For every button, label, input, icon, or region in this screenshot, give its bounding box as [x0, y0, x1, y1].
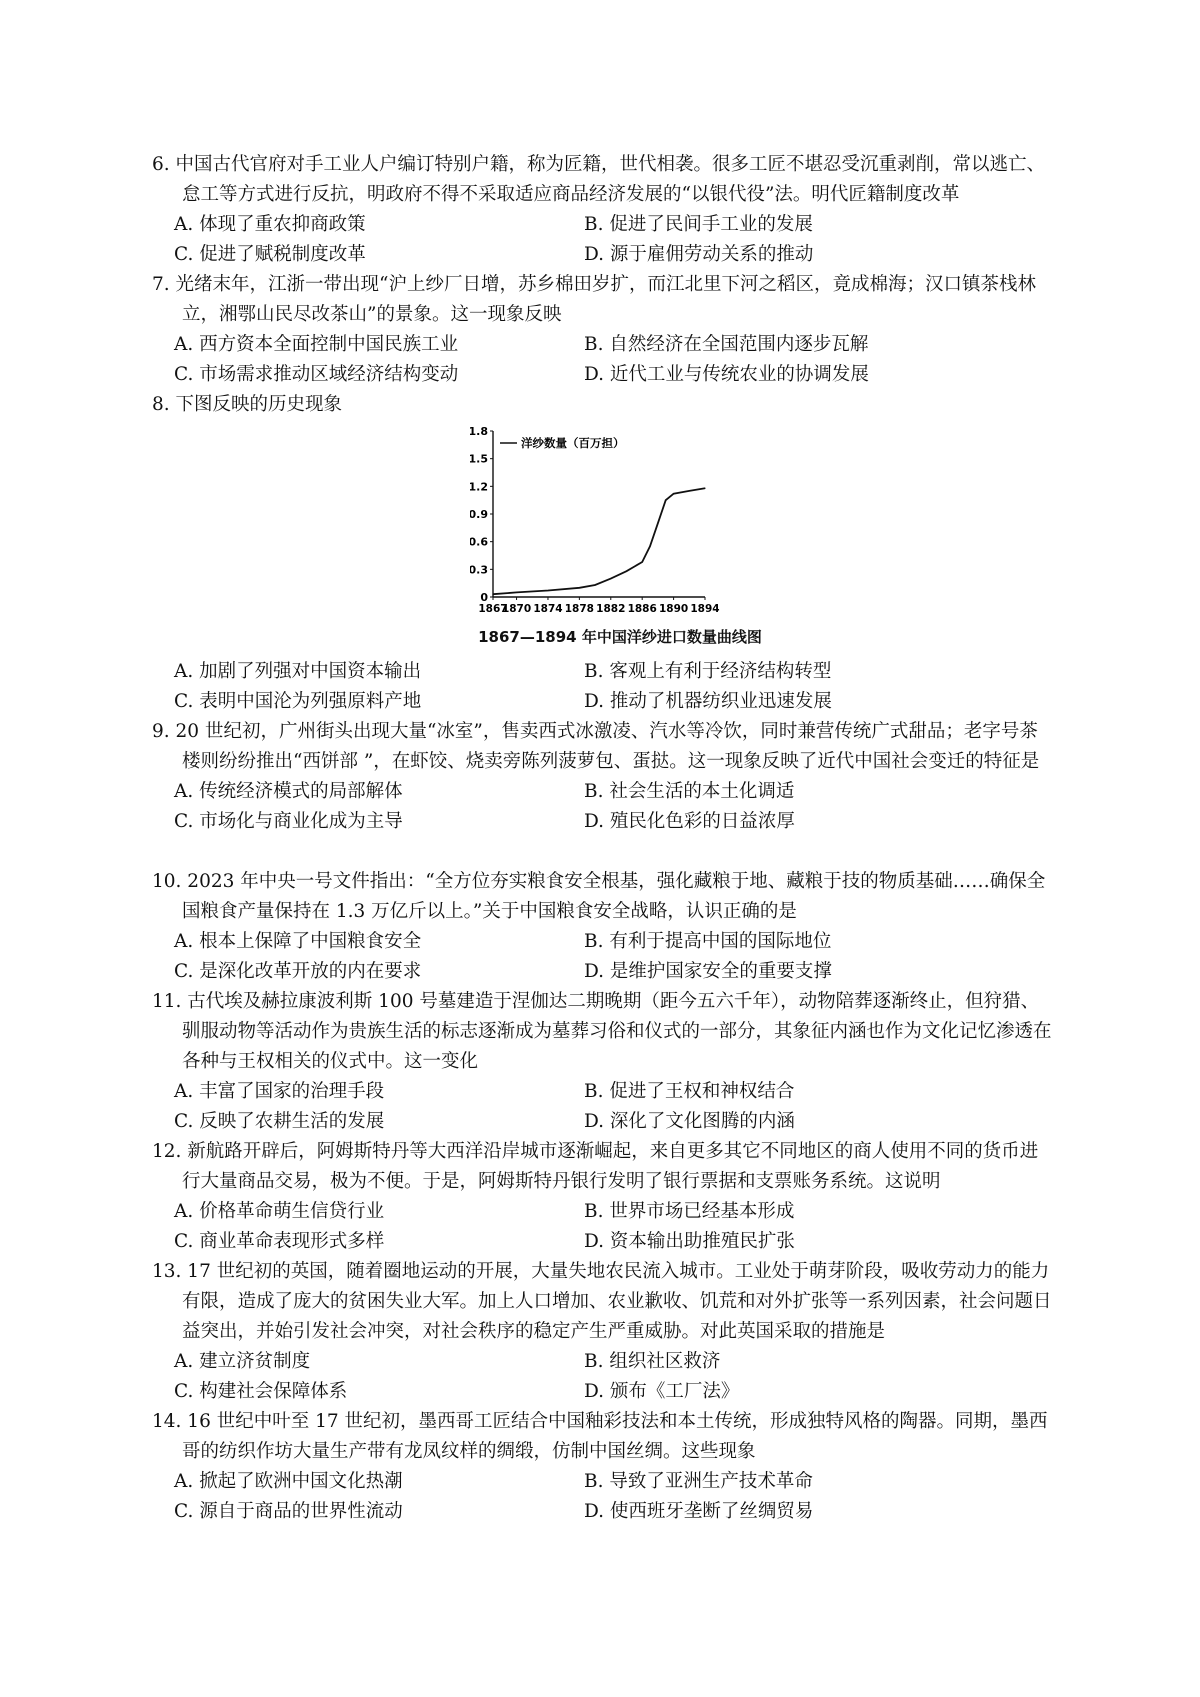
x-tick-label: 1878: [564, 603, 594, 615]
option-c: C. 市场化与商业化成为主导: [174, 811, 403, 832]
option-a: A. 根本上保障了中国粮食安全: [174, 931, 422, 952]
data-point: [704, 488, 705, 489]
data-point: [594, 584, 595, 585]
option-d: D. 使西班牙垄断了丝绸贸易: [584, 1501, 814, 1522]
option-b: B. 客观上有利于经济结构转型: [584, 661, 832, 682]
option-c: C. 构建社会保障体系: [174, 1381, 348, 1402]
question-10: [152, 867, 1052, 987]
data-point: [547, 590, 548, 591]
y-tick-label: 1.5: [470, 452, 488, 466]
option-d: D. 资本输出助推殖民扩张: [584, 1231, 795, 1252]
option-b: B. 组织社区救济: [584, 1351, 721, 1372]
data-point: [665, 500, 666, 501]
question-14: [152, 1407, 1052, 1527]
question-11: [152, 987, 1052, 1137]
option-d: D. 颁布《工厂法》: [584, 1381, 740, 1402]
option-a: A. 建立济贫制度: [174, 1351, 311, 1372]
question-stem: 14. 16 世纪中叶至 17 世纪初，墨西哥工匠结合中国釉彩技法和本土传统，形成独特风格的陶器。同期，墨西哥的纺织作坊大量生产带有龙凤纹样的绸缎，仿制中国丝绸。这些现象: [152, 1411, 1048, 1462]
options: [152, 1347, 1052, 1407]
option-a: A. 体现了重农抑商政策: [174, 214, 366, 235]
options: [152, 1077, 1052, 1137]
data-point: [610, 578, 611, 579]
y-tick-label: 1.8: [470, 425, 488, 438]
x-tick-label: 1874: [533, 603, 563, 615]
legend-label: 洋纱数量（百万担）: [521, 436, 625, 450]
y-tick-label: 1.2: [470, 480, 488, 494]
question-stem: 9. 20 世纪初，广州街头出现大量“冰室”，售卖西式冰激凌、汽水等冷饮，同时兼营传统广式甜品；老字号茶楼则纷纷推出“西饼部 ”，在虾饺、烧卖旁陈列菠萝包、蛋挞。这一现象反映了近代中国社会变迁的特征是: [152, 721, 1040, 772]
option-c: C. 表明中国沦为列强原料产地: [174, 691, 422, 712]
question-12: [152, 1137, 1052, 1257]
x-tick-label: 1867: [478, 603, 508, 615]
option-c: C. 商业革命表现形式多样: [174, 1231, 385, 1252]
chart-title: 1867—1894 年中国洋纱进口数量曲线图: [478, 628, 762, 646]
data-point: [657, 523, 658, 524]
question-7: [152, 270, 1052, 390]
question-8: [152, 390, 1052, 420]
line-chart: [470, 425, 730, 625]
options: [152, 210, 1052, 270]
option-d: D. 殖民化色彩的日益浓厚: [584, 811, 795, 832]
option-a: A. 掀起了欧洲中国文化热潮: [174, 1471, 403, 1492]
option-a: A. 价格革命萌生信贷行业: [174, 1201, 385, 1222]
options: [152, 777, 1052, 837]
data-point: [642, 561, 643, 562]
option-d: D. 推动了机器纺织业迅速发展: [584, 691, 832, 712]
series-line: [493, 488, 705, 594]
options: [152, 330, 1052, 390]
question-stem: 6. 中国古代官府对手工业人户编订特别户籍，称为匠籍，世代相袭。很多工匠不堪忍受沉重剥削，常以逃亡、怠工等方式进行反抗，明政府不得不采取适应商品经济发展的“以银代役”法。明代匠籍制度改革: [152, 154, 1046, 205]
question-stem: 12. 新航路开辟后，阿姆斯特丹等大西洋沿岸城市逐渐崛起，来自更多其它不同地区的商人使用不同的货币进行大量商品交易，极为不便。于是，阿姆斯特丹银行发明了银行票据和支票账务系统。这说明: [152, 1141, 1039, 1192]
option-b: B. 世界市场已经基本形成: [584, 1201, 795, 1222]
data-point: [626, 571, 627, 572]
yarn-import-chart: [470, 425, 730, 660]
option-b: B. 导致了亚洲生产技术革命: [584, 1471, 813, 1492]
question-6: [152, 150, 1052, 270]
option-d: D. 是维护国家安全的重要支撑: [584, 961, 832, 982]
x-tick-label: 1894: [690, 603, 720, 615]
question-stem: 8. 下图反映的历史现象: [152, 394, 343, 415]
x-tick-label: 1870: [501, 603, 532, 615]
option-d: D. 近代工业与传统农业的协调发展: [584, 364, 869, 385]
question-8-options: [152, 657, 1052, 717]
x-tick-label: 1886: [627, 603, 657, 615]
option-b: B. 社会生活的本土化调适: [584, 781, 795, 802]
question-13: [152, 1257, 1052, 1407]
options: [152, 657, 1052, 717]
question-stem: 7. 光绪末年，江浙一带出现“沪上纱厂日增，苏乡棉田岁扩，而江北里下河之稻区，竟成棉海；汉口镇茶栈林立，湘鄂山民尽改茶山”的景象。这一现象反映: [152, 274, 1036, 325]
question-stem: 13. 17 世纪初的英国，随着圈地运动的开展，大量失地农民流入城市。工业处于萌芽阶段，吸收劳动力的能力有限，造成了庞大的贫困失业大军。加上人口增加、农业歉收、饥荒和对外扩张等一系列因素，社会问题日益突出，并始引发社会冲突，对社会秩序的稳定产生严重威胁。对此英国采取的措施是: [152, 1261, 1052, 1342]
option-c: C. 市场需求推动区域经济结构变动: [174, 364, 459, 385]
options: [152, 1467, 1052, 1527]
y-tick-label: 0: [480, 591, 488, 604]
option-d: D. 深化了文化图腾的内涵: [584, 1111, 795, 1132]
y-tick-label: 0.9: [470, 508, 488, 521]
option-c: C. 是深化改革开放的内在要求: [174, 961, 422, 982]
data-point: [579, 587, 580, 588]
option-b: B. 自然经济在全国范围内逐步瓦解: [584, 334, 869, 355]
option-d: D. 源于雇佣劳动关系的推动: [584, 244, 814, 265]
option-c: C. 源自于商品的世界性流动: [174, 1501, 403, 1522]
option-c: C. 促进了赋税制度改革: [174, 244, 366, 265]
option-a: A. 传统经济模式的局部解体: [174, 781, 403, 802]
option-b: B. 促进了王权和神权结合: [584, 1081, 795, 1102]
y-tick-label: 0.6: [470, 535, 488, 549]
question-stem: 10. 2023 年中央一号文件指出：“全方位夯实粮食安全根基，强化藏粮于地、藏粮于技的物质基础……确保全国粮食产量保持在 1.3 万亿斤以上。”关于中国粮食安全战略，认识正确的是: [152, 871, 1046, 922]
option-a: A. 加剧了列强对中国资本输出: [174, 661, 422, 682]
data-point: [689, 490, 690, 491]
data-point: [649, 546, 650, 547]
option-b: B. 促进了民间手工业的发展: [584, 214, 813, 235]
question-9: [152, 717, 1052, 837]
option-c: C. 反映了农耕生活的发展: [174, 1111, 385, 1132]
data-point: [516, 592, 517, 593]
data-point: [673, 493, 674, 494]
x-tick-label: 1890: [658, 603, 689, 615]
option-a: A. 西方资本全面控制中国民族工业: [174, 334, 459, 355]
data-point: [492, 594, 493, 595]
options: [152, 1197, 1052, 1257]
option-b: B. 有利于提高中国的国际地位: [584, 931, 832, 952]
x-tick-label: 1882: [596, 603, 626, 615]
option-a: A. 丰富了国家的治理手段: [174, 1081, 385, 1102]
question-stem: 11. 古代埃及赫拉康波利斯 100 号墓建造于涅伽达二期晚期（距今五六千年），动物陪葬逐渐终止，但狩猎、驯服动物等活动作为贵族生活的标志逐渐成为墓葬习俗和仪式的一部分，其象征内涵也作为文化记忆渗透在各种与王权相关的仪式中。这一变化: [152, 991, 1052, 1072]
options: [152, 927, 1052, 987]
y-tick-label: 0.3: [470, 563, 488, 577]
